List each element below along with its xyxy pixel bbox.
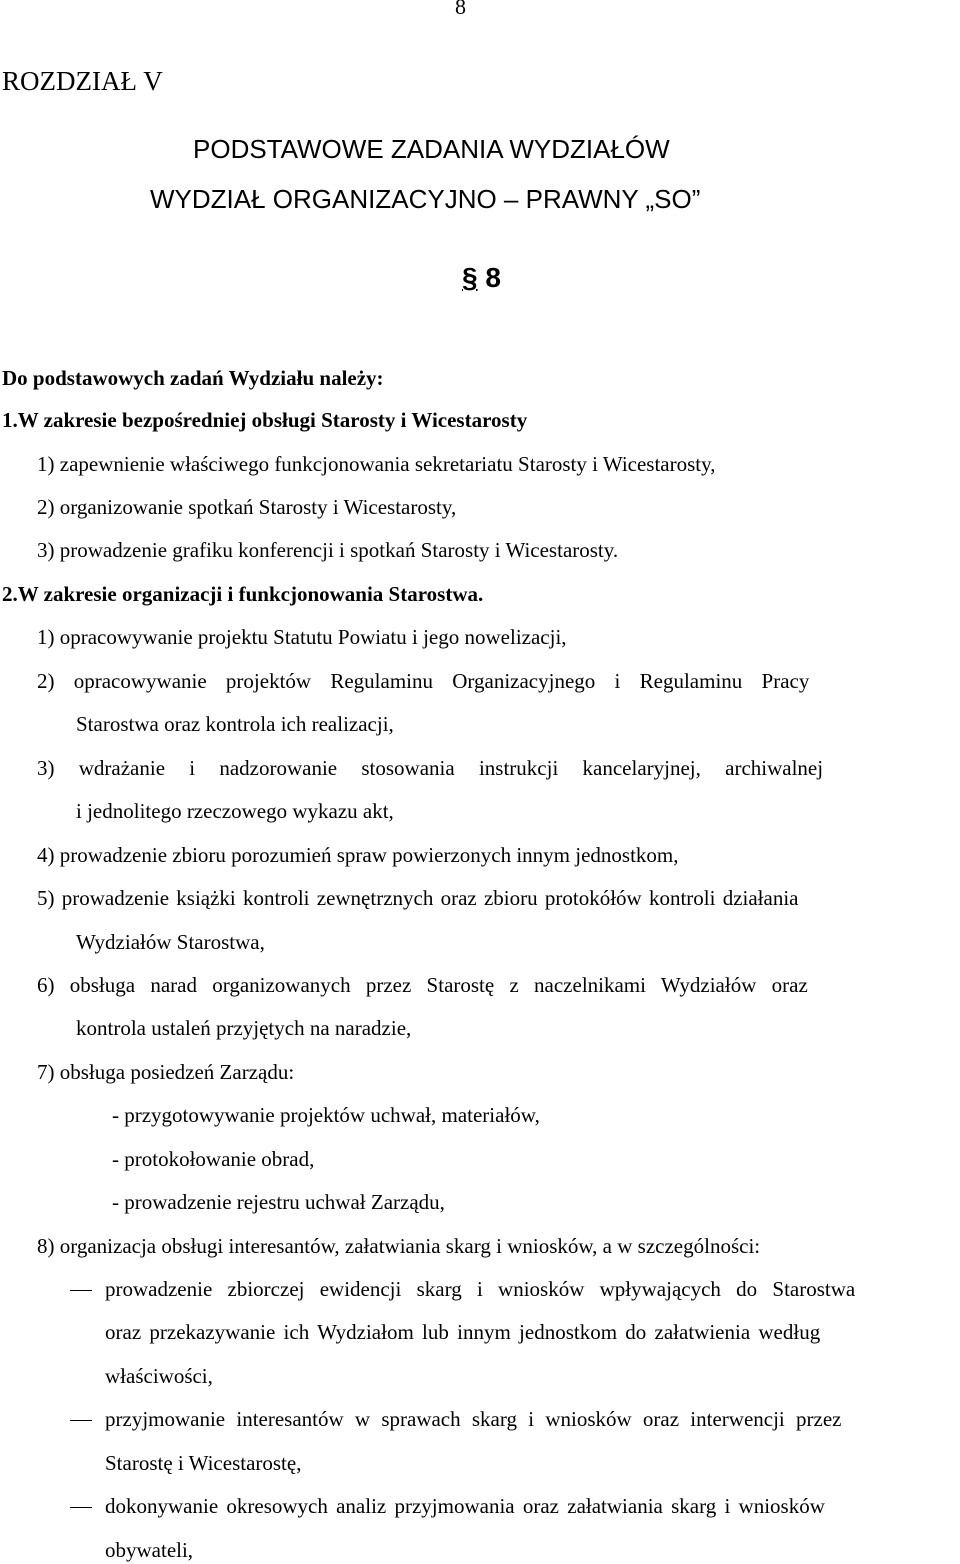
section2-item-8-bullet-3-line2: obywateli, xyxy=(105,1538,194,1562)
department-title: WYDZIAŁ ORGANIZACYJNO – PRAWNY „SO” xyxy=(150,184,701,214)
section2-item-8: 8) organizacja obsługi interesantów, załatwiania skarg i wniosków, a w szczególności: xyxy=(37,1234,761,1258)
dash-bullet xyxy=(70,1420,92,1421)
section1-item-3: 3) prowadzenie grafiku konferencji i spotkań Starosty i Wicestarosty. xyxy=(37,538,619,562)
paragraph-marker xyxy=(462,262,501,294)
section2-item-7-sub-2: - protokołowanie obrad, xyxy=(112,1147,315,1171)
section1-item-2: 2) organizowanie spotkań Starosty i Wicestarosty, xyxy=(37,495,457,519)
section2-item-8-bullet-1-line1: prowadzenie zbiorczej ewidencji skarg i wniosków wpływających do Starostwa xyxy=(105,1277,856,1301)
section2-item-2-text: 2) opracowywanie projektów Regulaminu Organizacyjnego i Regulaminu Pracy xyxy=(37,669,810,693)
section2-item-6-line1: 6) obsługa narad organizowanych przez Starostę z naczelnikami Wydziałów oraz xyxy=(37,973,808,997)
document-title: PODSTAWOWE ZADANIA WYDZIAŁÓW xyxy=(193,134,670,164)
intro-text: Do podstawowych zadań Wydziału należy: xyxy=(2,366,384,390)
page-number: 8 xyxy=(455,0,466,19)
section2-item-5-line2: Wydziałów Starostwa, xyxy=(76,930,265,954)
section1-heading: 1.W zakresie bezpośredniej obsługi Starosty i Wicestarosty xyxy=(2,408,528,432)
section2-heading: 2.W zakresie organizacji i funkcjonowania Starostwa. xyxy=(2,582,484,606)
section2-item-2-line1 xyxy=(37,667,955,695)
section2-item-6-line2: kontrola ustaleń przyjętych na naradzie, xyxy=(76,1016,412,1040)
section2-item-7-sub-3: - prowadzenie rejestru uchwał Zarządu, xyxy=(112,1190,445,1214)
section2-item-2-line2: Starostwa oraz kontrola ich realizacji, xyxy=(76,712,394,736)
section2-item-7-sub-1: - przygotowywanie projektów uchwał, materiałów, xyxy=(112,1103,540,1127)
section2-item-7: 7) obsługa posiedzeń Zarządu: xyxy=(37,1060,295,1084)
chapter-heading: ROZDZIAŁ V xyxy=(2,66,163,96)
paragraph-number: 8 xyxy=(485,262,501,293)
paragraph-symbol: § xyxy=(462,262,478,293)
section1-item-1: 1) zapewnienie właściwego funkcjonowania sekretariatu Starosty i Wicestarosty, xyxy=(37,452,716,476)
dash-bullet xyxy=(70,1290,92,1291)
section2-item-3-line2: i jednolitego rzeczowego wykazu akt, xyxy=(76,799,394,823)
section2-item-8-bullet-1-line2: oraz przekazywanie ich Wydziałom lub innym jednostkom do załatwienia według xyxy=(105,1320,821,1344)
section2-item-3-line1: 3) wdrażanie i nadzorowanie stosowania instrukcji kancelaryjnej, archiwalnej xyxy=(37,756,824,780)
dash-bullet xyxy=(70,1507,92,1508)
section2-item-5-line1: 5) prowadzenie książki kontroli zewnętrznych oraz zbioru protokółów kontroli działania xyxy=(37,886,799,910)
section2-item-8-bullet-2-line1: przyjmowanie interesantów w sprawach skarg i wniosków oraz interwencji przez xyxy=(105,1407,842,1431)
section2-item-8-bullet-2-line2: Starostę i Wicestarostę, xyxy=(105,1451,302,1475)
section2-item-1: 1) opracowywanie projektu Statutu Powiatu i jego nowelizacji, xyxy=(37,625,567,649)
section2-item-8-bullet-1-line3: właściwości, xyxy=(105,1364,213,1388)
section2-item-8-bullet-3-line1: dokonywanie okresowych analiz przyjmowania oraz załatwiania skarg i wniosków xyxy=(105,1494,825,1518)
section2-item-4: 4) prowadzenie zbioru porozumień spraw powierzonych innym jednostkom, xyxy=(37,843,679,867)
